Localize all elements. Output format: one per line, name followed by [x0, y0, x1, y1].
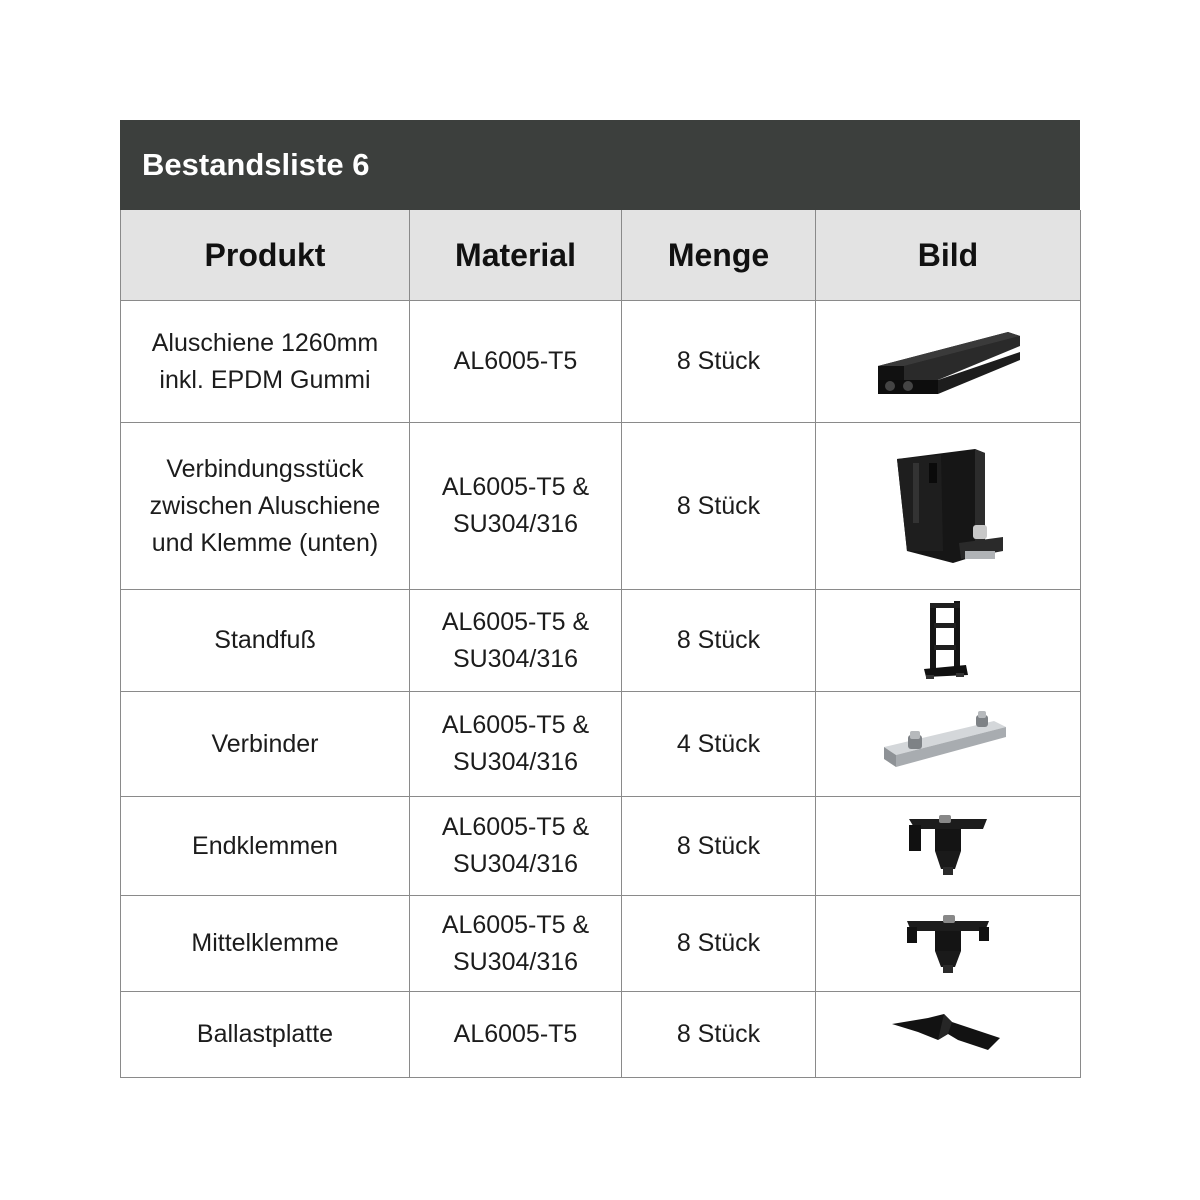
product-name: Standfuß	[214, 626, 316, 654]
table-row	[121, 992, 1081, 1078]
material-value: AL6005-T5 & SU304/316	[441, 813, 590, 878]
quantity-value: 8 Stück	[676, 831, 761, 860]
material-value: AL6005-T5 & SU304/316	[441, 910, 590, 976]
rail-icon	[868, 322, 1028, 402]
table-row	[121, 797, 1081, 896]
material-cell	[410, 797, 622, 896]
quantity-value: 4 Stück	[676, 729, 761, 758]
quantity-value: 8 Stück	[676, 626, 761, 654]
product-cell	[121, 423, 410, 590]
table-row	[121, 423, 1081, 590]
image-cell	[816, 423, 1081, 590]
rail-connector-icon	[883, 441, 1013, 571]
quantity-value: 8 Stück	[676, 929, 761, 957]
image-cell	[816, 797, 1081, 896]
image-cell	[816, 692, 1081, 797]
product-name: Endklemmen	[192, 831, 338, 860]
quantity-cell	[622, 590, 816, 692]
image-cell	[816, 992, 1081, 1078]
material-cell	[410, 992, 622, 1078]
image-cell	[816, 301, 1081, 423]
quantity-cell	[622, 301, 816, 423]
quantity-value: 8 Stück	[676, 491, 761, 520]
material-value: AL6005-T5	[453, 347, 578, 375]
ballast-plate-icon	[888, 1010, 1008, 1060]
table-row	[121, 692, 1081, 797]
header-material: Material	[410, 210, 622, 301]
connector-icon	[878, 709, 1018, 779]
quantity-cell	[622, 992, 816, 1078]
table-row	[121, 896, 1081, 992]
material-cell	[410, 896, 622, 992]
table-title: Bestandsliste 6	[120, 120, 1080, 210]
product-name: Verbindungsstück zwischen Aluschiene und Klemme (unten)	[149, 454, 381, 557]
quantity-value: 8 Stück	[676, 1020, 761, 1048]
product-cell	[121, 590, 410, 692]
inventory-table	[120, 210, 1081, 1078]
quantity-cell	[622, 423, 816, 590]
stand-foot-icon	[918, 599, 978, 683]
product-cell	[121, 797, 410, 896]
image-cell	[816, 896, 1081, 992]
product-name: Ballastplatte	[196, 1020, 334, 1048]
quantity-cell	[622, 692, 816, 797]
material-value: AL6005-T5 & SU304/316	[441, 473, 590, 538]
product-cell	[121, 301, 410, 423]
header-product: Produkt	[121, 210, 410, 301]
image-cell	[816, 590, 1081, 692]
header-image: Bild	[816, 210, 1081, 301]
material-cell	[410, 423, 622, 590]
product-cell	[121, 896, 410, 992]
table-row	[121, 301, 1081, 423]
product-cell	[121, 692, 410, 797]
material-cell	[410, 590, 622, 692]
material-value: AL6005-T5 & SU304/316	[441, 607, 590, 673]
material-cell	[410, 301, 622, 423]
product-name: Verbinder	[211, 729, 319, 758]
product-name: Mittelklemme	[191, 929, 339, 957]
inventory-panel	[120, 120, 1080, 1078]
material-value: AL6005-T5 & SU304/316	[441, 711, 590, 776]
quantity-cell	[622, 896, 816, 992]
quantity-cell	[622, 797, 816, 896]
product-cell	[121, 992, 410, 1078]
mid-clamp-icon	[903, 911, 993, 977]
end-clamp-icon	[903, 811, 993, 881]
product-name: Aluschiene 1260mm inkl. EPDM Gummi	[151, 328, 379, 394]
quantity-value: 8 Stück	[676, 347, 761, 375]
material-value: AL6005-T5	[453, 1020, 578, 1048]
material-cell	[410, 692, 622, 797]
header-quantity: Menge	[622, 210, 816, 301]
header-row	[121, 210, 1081, 301]
table-row	[121, 590, 1081, 692]
